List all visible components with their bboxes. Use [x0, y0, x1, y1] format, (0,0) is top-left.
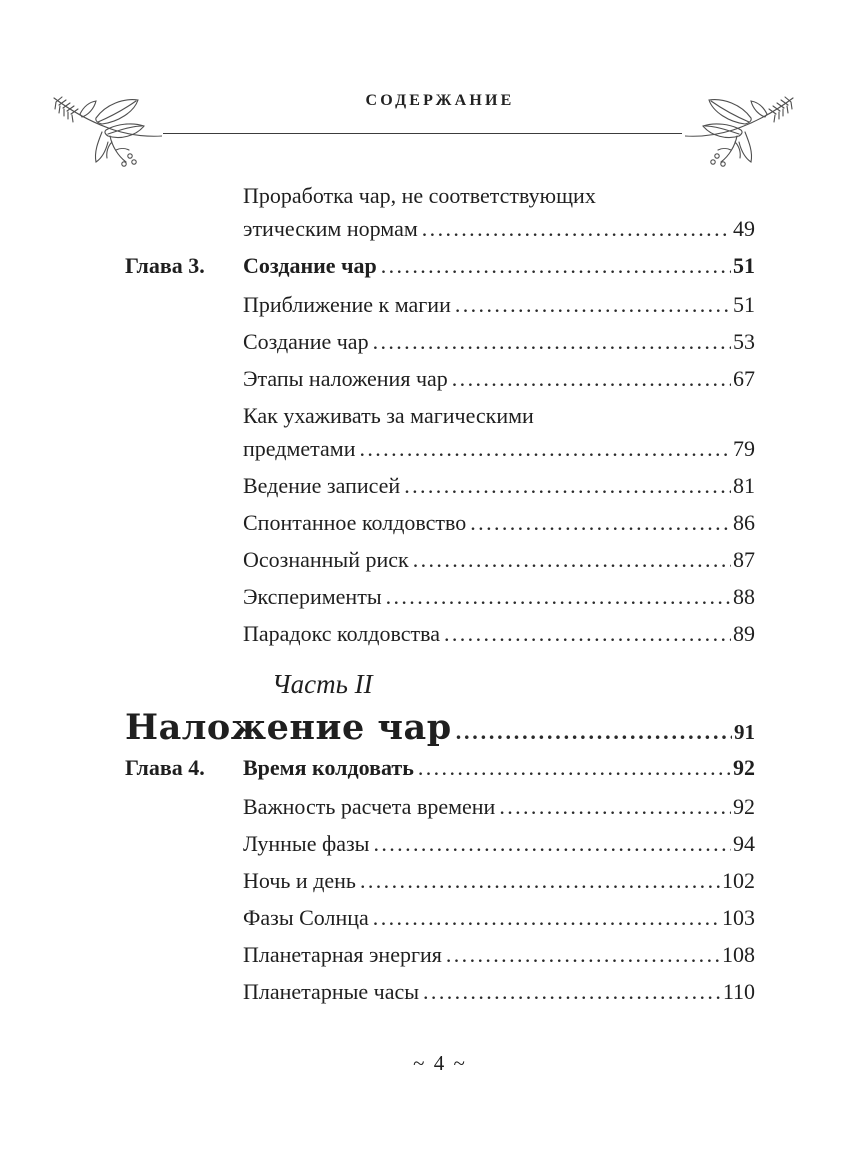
- toc-entry[interactable]: [125, 796, 755, 818]
- chapter-number-label: Глава 4.: [125, 755, 205, 780]
- page-number: 91: [734, 720, 755, 744]
- toc-entry[interactable]: [125, 907, 755, 929]
- page-number: 92: [733, 755, 755, 780]
- toc-entry-label: Парадокс колдовства: [243, 621, 440, 646]
- toc-entry-label: предметами: [243, 436, 356, 461]
- toc-entry-label: Создание чар: [243, 329, 369, 354]
- page-folio: ~ 4 ~: [413, 1051, 467, 1075]
- page-number: 87: [733, 547, 755, 572]
- toc-entry[interactable]: [125, 294, 755, 316]
- page-number: 89: [733, 621, 755, 646]
- page-number: 86: [733, 510, 755, 535]
- toc-entry[interactable]: [125, 368, 755, 390]
- page-number: 102: [722, 868, 755, 893]
- dot-leader: [470, 512, 731, 534]
- dot-leader: [360, 870, 720, 892]
- dot-leader: [418, 757, 731, 779]
- dot-leader: [386, 586, 731, 608]
- dot-leader: [455, 294, 731, 316]
- toc-entry-label: Создание чар: [243, 253, 377, 278]
- part-number-label: Часть II: [272, 669, 373, 699]
- dot-leader: [499, 796, 731, 818]
- toc-entry[interactable]: [125, 981, 755, 1003]
- page-number: 67: [733, 366, 755, 391]
- page-number: 51: [733, 253, 755, 278]
- page-number: 53: [733, 329, 755, 354]
- dot-leader: [413, 549, 731, 571]
- toc-entry-label: Планетарные часы: [243, 979, 420, 1004]
- dot-leader: [381, 255, 731, 277]
- page-number: 92: [733, 794, 755, 819]
- page-number: 110: [722, 979, 755, 1004]
- toc-entry-line2[interactable]: [125, 438, 755, 460]
- chapter-number-label: Глава 3.: [125, 253, 205, 278]
- page-number: 94: [733, 831, 755, 856]
- dot-leader: [446, 944, 720, 966]
- dot-leader: [452, 368, 731, 390]
- toc-entry[interactable]: [125, 475, 755, 497]
- toc-entry-label: Время колдовать: [243, 755, 414, 780]
- toc-entry-part-title[interactable]: [125, 707, 755, 748]
- toc-entry-chapter[interactable]: [125, 757, 755, 779]
- toc-entry[interactable]: [125, 512, 755, 534]
- toc-entry-label: Осознанный риск: [243, 547, 409, 572]
- toc-entry-label: Приближение к магии: [243, 292, 451, 317]
- dot-leader: [373, 331, 731, 353]
- toc-entry-label: Важность расчета времени: [243, 794, 496, 819]
- page-number: 88: [733, 584, 755, 609]
- toc-entry-line2[interactable]: [125, 218, 755, 240]
- toc-entry-label: Лунные фазы: [243, 831, 370, 856]
- dot-leader: [359, 438, 731, 460]
- page-title: СОДЕРЖАНИЕ: [365, 92, 515, 109]
- toc-entry-line1[interactable]: [125, 405, 755, 427]
- toc-entry[interactable]: [125, 623, 755, 645]
- toc-entry-label: Планетарная энергия: [243, 942, 442, 967]
- toc-entry-label: Этапы наложения чар: [243, 366, 448, 391]
- toc-entry-chapter[interactable]: [125, 255, 755, 277]
- toc-entry[interactable]: [125, 944, 755, 966]
- part-title-label: Наложение чар: [125, 707, 452, 748]
- page-number: 108: [722, 942, 755, 967]
- toc-entry-label: Спонтанное колдовство: [243, 510, 467, 535]
- toc-entry[interactable]: [125, 549, 755, 571]
- dot-leader: [373, 907, 720, 929]
- page-number: 51: [733, 292, 755, 317]
- toc-entry[interactable]: [125, 331, 755, 353]
- toc-entry-label: Как ухаживать за магическими: [243, 403, 534, 428]
- wheat-sprig-ornament-right: [685, 92, 797, 180]
- toc-list: [125, 185, 755, 1018]
- header-rule: [163, 133, 682, 134]
- dot-leader: [456, 721, 732, 743]
- toc-entry-label: Ночь и день: [243, 868, 356, 893]
- dot-leader: [404, 475, 731, 497]
- page-number: 103: [722, 905, 755, 930]
- dot-leader: [373, 833, 731, 855]
- toc-entry-label: Эксперименты: [243, 584, 382, 609]
- toc-entry-line1[interactable]: [125, 185, 755, 207]
- toc-entry[interactable]: [125, 833, 755, 855]
- toc-entry[interactable]: [125, 586, 755, 608]
- page-number: 79: [733, 436, 755, 461]
- dot-leader: [444, 623, 731, 645]
- dot-leader: [422, 218, 731, 240]
- toc-entry-label: Фазы Солнца: [243, 905, 369, 930]
- wheat-sprig-icon: [685, 92, 797, 180]
- page-number: 81: [733, 473, 755, 498]
- toc-entry-label: этическим нормам: [243, 216, 418, 241]
- toc-entry-label: Ведение записей: [243, 473, 401, 498]
- page-number: 49: [733, 216, 755, 241]
- dot-leader: [423, 981, 721, 1003]
- toc-entry-label: Проработка чар, не соответствующих: [243, 183, 596, 208]
- toc-entry[interactable]: [125, 870, 755, 892]
